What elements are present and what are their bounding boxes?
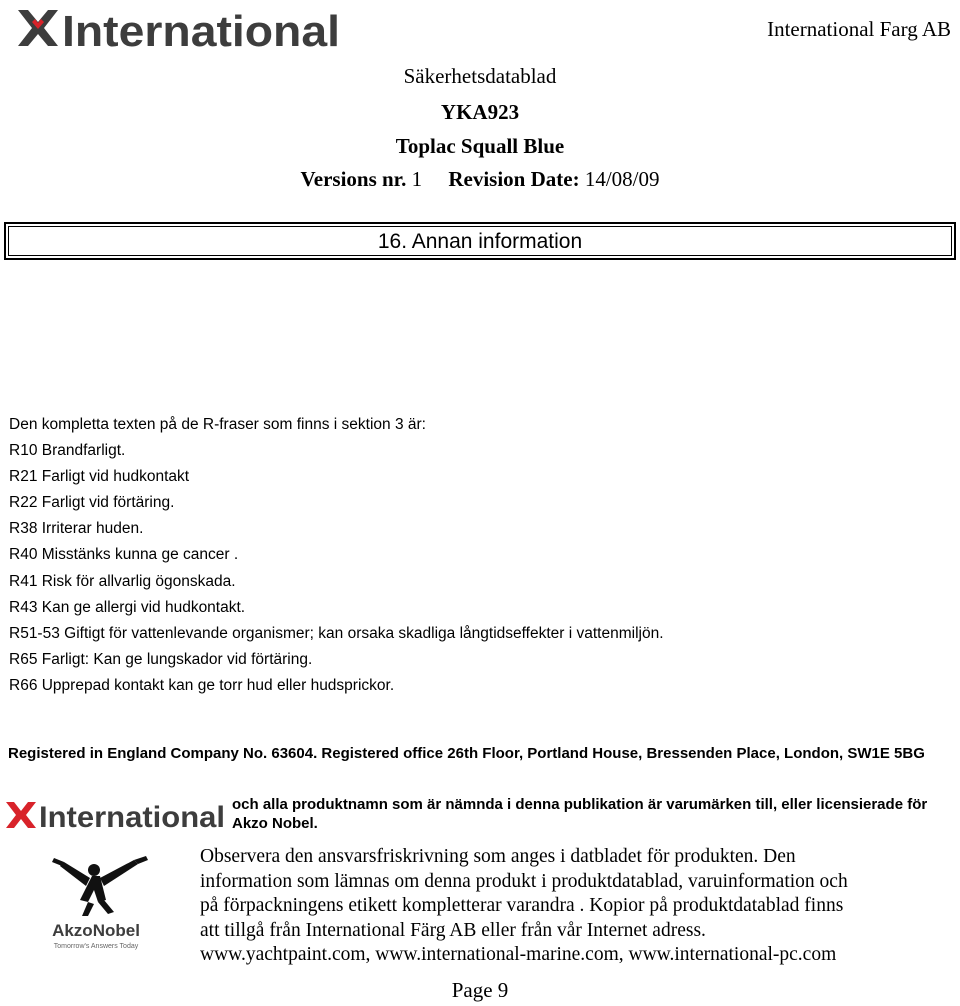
svg-text:International: International (39, 801, 225, 832)
disclaimer-block (200, 845, 955, 968)
svg-text:International: International (62, 7, 340, 54)
page-number: Page 9 (451, 978, 509, 1002)
revision-value: 14/08/09 (584, 167, 660, 191)
international-logo (14, 4, 344, 54)
disclaimer-line: att tillgå från International Färg AB eller från vår Internet adress. (200, 919, 706, 941)
section-header-box (4, 222, 956, 260)
trademark-notice: och alla produktnamn som är nämnda i denna publikation är varumärken till, eller licensierade för Akzo Nobel. (232, 796, 928, 832)
r-phrase-item: R51-53 Giftigt för vattenlevande organismer; kan orsaka skadliga långtidseffekter i vattenmiljön. (9, 624, 664, 642)
r-phrase-item: R40 Misstänks kunna ge cancer . (9, 546, 239, 564)
r-phrase-item: R66 Upprepad kontakt kan ge torr hud eller hudsprickor. (9, 676, 395, 694)
r-phrases-block (9, 412, 664, 699)
svg-text:AkzoNobel: AkzoNobel (52, 921, 140, 940)
r-phrase-item: R65 Farligt: Kan ge lungskador vid förtäring. (9, 650, 313, 668)
revision-label: Revision Date: (448, 167, 580, 191)
r-phrase-item: R10 Brandfarligt. (9, 442, 126, 460)
company-name: International Farg AB (767, 17, 951, 41)
version-value: 1 (411, 167, 423, 191)
akzonobel-logo (34, 856, 158, 952)
product-name: Toplac Squall Blue (395, 134, 565, 158)
r-phrase-item: R41 Risk för allvarlig ögonskada. (9, 572, 236, 590)
svg-text:Tomorrow's Answers Today: Tomorrow's Answers Today (53, 943, 139, 950)
r-phrases-intro: Den kompletta texten på de R-fraser som finns i sektion 3 är: (9, 416, 426, 433)
disclaimer-line: Observera den ansvarsfriskrivning som anges i datbladet för produkten. Den (200, 846, 796, 867)
version-line (0, 167, 960, 192)
r-phrase-item: R21 Farligt vid hudkontakt (9, 468, 190, 486)
document-type: Säkerhetsdatablad (403, 64, 557, 88)
x-mark-icon (6, 802, 36, 828)
x-mark-icon (18, 10, 58, 46)
r-phrase-item: R43 Kan ge allergi vid hudkontakt. (9, 598, 246, 616)
registered-office: Registered in England Company No. 63604. Registered office 26th Floor, Portland House, Bressenden Place, London, SW1E 5BG (8, 745, 925, 762)
r-phrase-item: R38 Irriterar huden. (9, 520, 144, 538)
product-code: YKA923 (440, 100, 520, 124)
disclaimer-line: på förpackningens etikett kompletterar varandra . Kopior på produktdatablad finns (200, 895, 844, 916)
akzonobel-figure-icon (52, 856, 148, 916)
international-logo-small (5, 797, 227, 832)
section-title: 16. Annan information (8, 226, 952, 256)
r-phrase-item: R22 Farligt vid förtäring. (9, 494, 175, 512)
version-label: Versions nr. (300, 167, 407, 191)
disclaimer-line: information som lämnas om denna produkt i produktdatablad, varuinformation och (200, 870, 848, 892)
disclaimer-line: www.yachtpaint.com, www.international-marine.com, www.international-pc.com (200, 944, 837, 965)
